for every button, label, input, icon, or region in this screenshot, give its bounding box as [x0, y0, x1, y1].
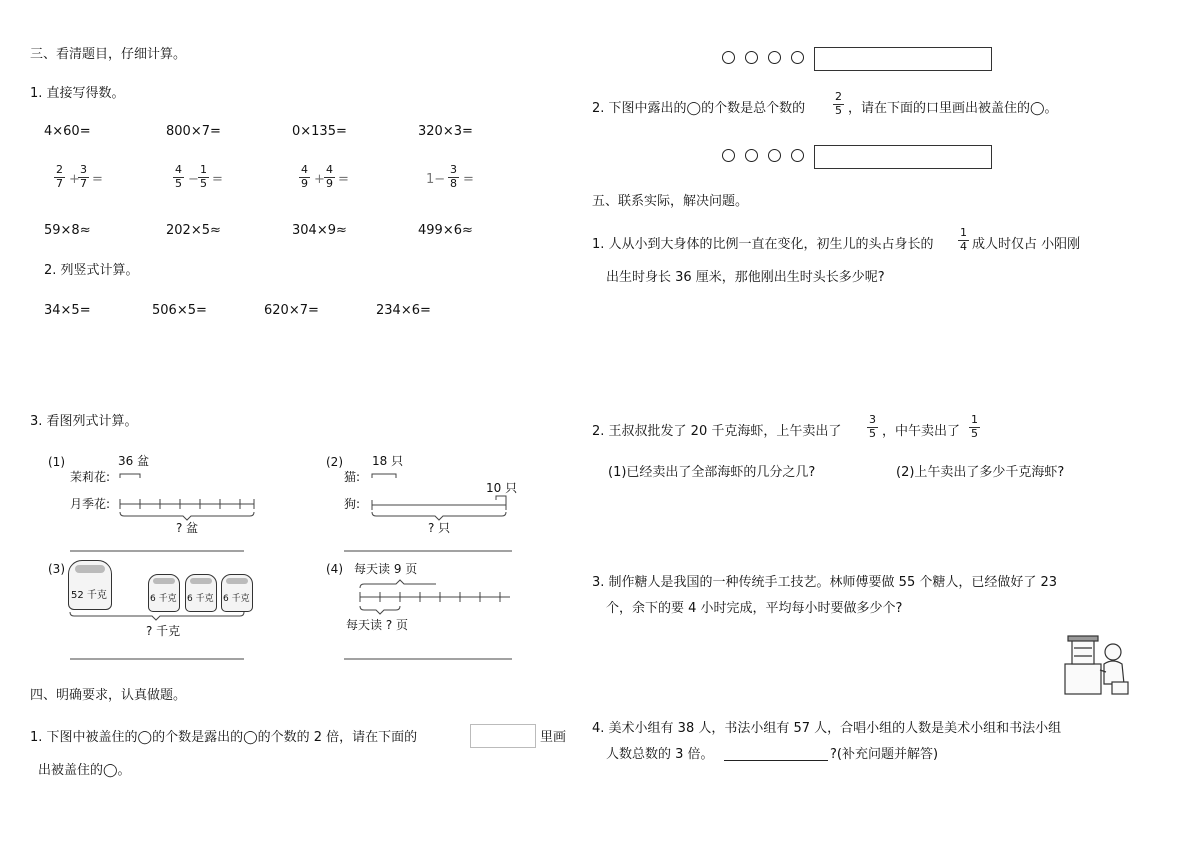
fraction: $\frac{4}{5}$: [175, 163, 182, 190]
fraction: $\frac{3}{5}$: [869, 413, 876, 440]
estimate-1: 59×8≈: [44, 223, 91, 238]
fig2-number: (2): [326, 455, 343, 469]
calc-1-2: 800×7=: [166, 124, 221, 139]
p1-text-line2: 出生时身长 36 厘米，那他刚出生时头长多少呢?: [606, 270, 885, 285]
operator: −: [188, 172, 199, 187]
p1-text: 1. 人从小到大身体的比例一直在变化，初生儿的头占身长的: [592, 237, 934, 252]
estimate-4: 499×6≈: [418, 223, 473, 238]
operator: +: [314, 172, 325, 187]
p1-text-mid: 成人时仅占 小阳刚: [972, 237, 1081, 252]
s4-q1-text-end: 里画: [540, 730, 567, 745]
section5-title: 五、联系实际，解决问题。: [592, 194, 749, 209]
fig2-question: ? 只: [428, 521, 451, 535]
p3-text: 3. 制作糖人是我国的一种传统手工技艺。林师傅要做 55 个糖人，已经做好了 23: [592, 575, 1058, 590]
fig3-number: (3): [48, 562, 65, 576]
vertical-calc-3: 620×7=: [264, 303, 319, 318]
p2-sub1: (1)已经卖出了全部海虾的几分之几?: [608, 465, 816, 480]
fig1-question: ? 盆: [176, 521, 199, 535]
p4-text-end: ?(补充问题并解答): [830, 747, 939, 762]
s4-q1-text-line2: 出被盖住的◯。: [38, 763, 131, 778]
fig2-value-b: 10 只: [486, 481, 518, 495]
calc-1-4: 320×3=: [418, 124, 473, 139]
operator: +: [69, 172, 80, 187]
fig4-top-label: 每天读 9 页: [354, 562, 418, 576]
equals: =: [92, 172, 103, 187]
equals: =: [212, 172, 223, 187]
q2-title: 2. 列竖式计算。: [44, 263, 139, 278]
fraction: $\frac{2}{7}$: [56, 163, 63, 190]
calc-1-1: 4×60=: [44, 124, 91, 139]
vertical-calc-1: 34×5=: [44, 303, 91, 318]
small-bag-label: 6 千克: [150, 594, 177, 604]
equals: =: [338, 172, 349, 187]
small-bag-label: 6 千克: [187, 594, 214, 604]
section4-title: 四、明确要求，认真做题。: [30, 688, 187, 703]
s4-q2-text: 2. 下图中露出的◯的个数是总个数的: [592, 101, 806, 116]
fig4-number: (4): [326, 562, 343, 576]
fig4-bottom-label: 每天读 ? 页: [346, 618, 408, 632]
fraction: $\frac{1}{5}$: [971, 413, 978, 440]
fraction: $\frac{4}{9}$: [326, 163, 333, 190]
fraction: $\frac{1}{4}$: [960, 226, 967, 253]
fig1-value: 36 盆: [118, 454, 150, 468]
vertical-calc-2: 506×5=: [152, 303, 207, 318]
estimate-2: 202×5≈: [166, 223, 221, 238]
equals: =: [463, 172, 474, 187]
vertical-calc-4: 234×6=: [376, 303, 431, 318]
s4-q2-text-end: ，请在下面的口里画出被盖住的◯。: [848, 101, 1058, 116]
big-bag-label: 52 千克: [71, 590, 107, 601]
operator: 1−: [426, 172, 446, 187]
fraction: $\frac{3}{7}$: [80, 163, 87, 190]
p2-text-mid: ，中午卖出了: [882, 424, 961, 439]
fraction: $\frac{3}{8}$: [450, 163, 457, 190]
fraction: $\frac{2}{5}$: [835, 90, 842, 117]
s4-q1-text: 1. 下图中被盖住的◯的个数是露出的◯的个数的 2 倍，请在下面的: [30, 730, 418, 745]
estimate-3: 304×9≈: [292, 223, 347, 238]
fig3-question: ? 千克: [146, 624, 181, 638]
fig2-value-a: 18 只: [372, 454, 404, 468]
p3-text-line2: 个，余下的要 4 小时完成，平均每小时要做多少个?: [606, 601, 903, 616]
q3-title: 3. 看图列式计算。: [30, 414, 138, 429]
small-bag-label: 6 千克: [223, 594, 250, 604]
fraction: $\frac{4}{9}$: [301, 163, 308, 190]
fig2-label-b: 狗:: [344, 497, 361, 511]
fraction: $\frac{1}{5}$: [200, 163, 207, 190]
p4-fill-blank[interactable]: [724, 760, 828, 761]
fig1-label-a: 茉莉花:: [70, 470, 111, 484]
p2-sub2: (2)上午卖出了多少千克海虾?: [896, 465, 1065, 480]
fig1-label-b: 月季花:: [70, 497, 111, 511]
p2-text: 2. 王叔叔批发了 20 千克海虾，上午卖出了: [592, 424, 842, 439]
fig1-number: (1): [48, 455, 65, 469]
p4-text-line2: 人数总数的 3 倍。: [606, 747, 714, 762]
q1-title: 1. 直接写得数。: [30, 86, 125, 101]
calc-1-3: 0×135=: [292, 124, 347, 139]
p4-text: 4. 美术小组有 38 人，书法小组有 57 人，合唱小组的人数是美术小组和书法小组: [592, 721, 1062, 736]
section3-title: 三、看清题目，仔细计算。: [30, 47, 187, 62]
fig2-label-a: 猫:: [344, 470, 361, 484]
